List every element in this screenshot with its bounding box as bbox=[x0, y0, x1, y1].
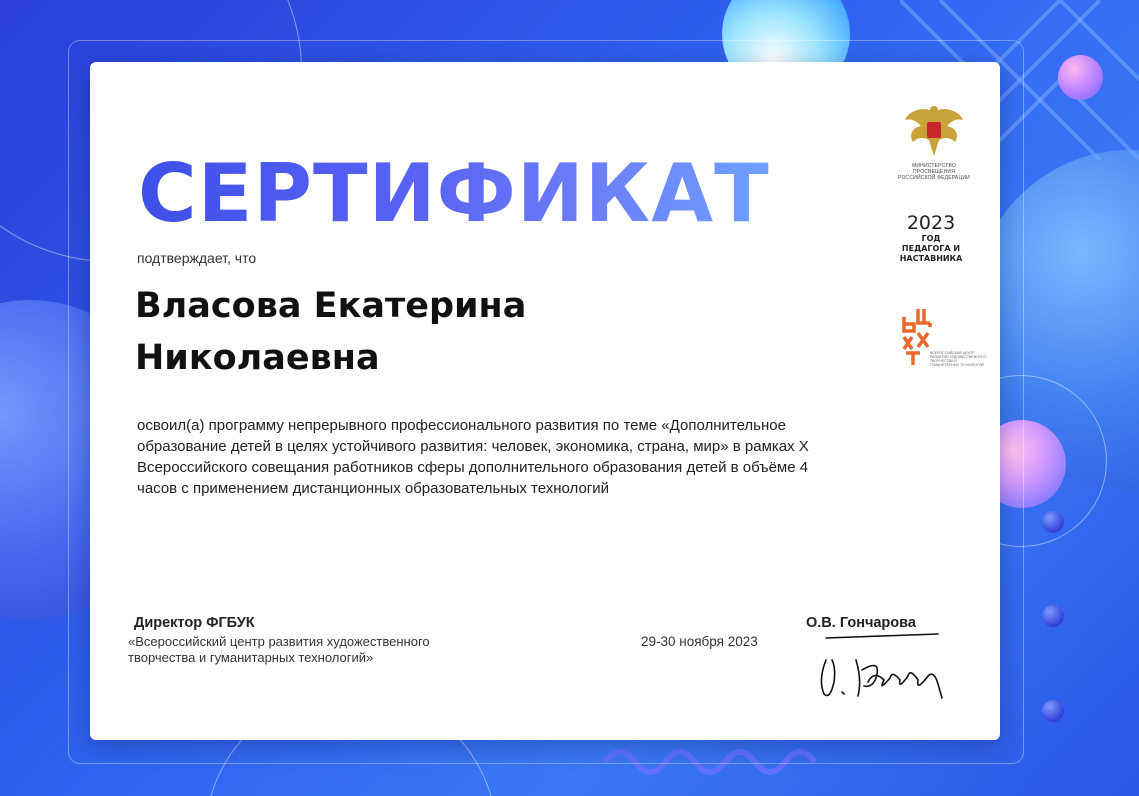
organization-name: «Всероссийский центр развития художественного творчества и гуманитарных технологий» bbox=[128, 634, 430, 665]
certificate-date: 29-30 ноября 2023 bbox=[641, 634, 758, 649]
certificate-title: СЕРТИФИКАТ bbox=[138, 147, 770, 240]
eagle-emblem-icon bbox=[903, 102, 965, 158]
director-title: Директор ФГБУК bbox=[134, 615, 255, 631]
sphere-small-pink bbox=[1058, 55, 1103, 100]
dot bbox=[1042, 700, 1064, 722]
recipient-name-line2: Николаевна bbox=[135, 338, 380, 378]
signer-name: О.В. Гончарова bbox=[806, 615, 916, 631]
dot bbox=[1042, 511, 1064, 533]
signature bbox=[812, 630, 962, 710]
dot bbox=[1042, 605, 1064, 627]
center-logo-text: ВСЕРОССИЙСКИЙ ЦЕНТР РАЗВИТИЯ ХУДОЖЕСТВЕННОГО ТВОРЧЕСТВА И ГУМАНИТАРНЫХ ТЕХНОЛОГИЙ bbox=[930, 351, 986, 367]
center-logo bbox=[902, 307, 986, 372]
year-text: ГОД ПЕДАГОГА И НАСТАВНИКА bbox=[899, 234, 963, 263]
ministry-logo bbox=[895, 102, 973, 181]
year-of-teacher-logo bbox=[898, 212, 964, 264]
year-number: 2023 bbox=[906, 212, 956, 234]
recipient-name bbox=[135, 280, 655, 384]
confirms-text: подтверждает, что bbox=[137, 250, 257, 266]
certificate-body: освоил(а) программу непрерывного профессионального развития по теме «Дополнительное образование детей в целях устойчивого развития: человек, экономика, страна, мир» в рамках X Всероссийского совещания работников сферы дополнительного образования детей в объёме 4 часов с применением дистанционных образовательных технологий bbox=[137, 417, 809, 497]
certificate-card bbox=[90, 62, 1000, 740]
ministry-logo-text: МИНИСТЕРСТВО ПРОСВЕЩЕНИЯ РОССИЙСКОЙ ФЕДЕРАЦИИ bbox=[898, 163, 970, 181]
recipient-name-line1: Власова Екатерина bbox=[135, 286, 527, 326]
